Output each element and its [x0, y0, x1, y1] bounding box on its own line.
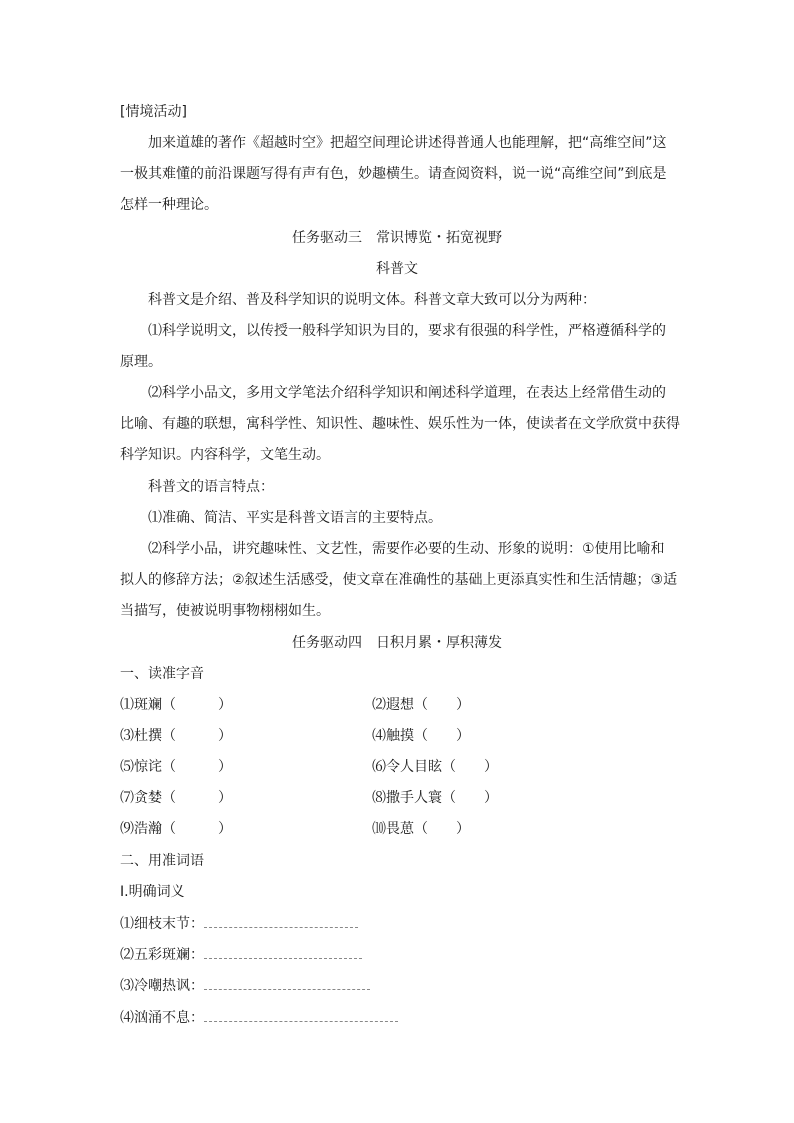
pron-item-4: ⑷触摸（ ）: [372, 728, 470, 744]
type1-line-2: 原理。: [120, 354, 162, 370]
sub1-heading: Ⅰ.明确词义: [120, 884, 185, 900]
lang2-line-2: 拟人的修辞方法；②叙述生活感受，使文章在准确性的基础上更添真实性和生活情趣；③适: [120, 572, 678, 588]
pron-item-6: ⑹令人目眩（ ）: [372, 759, 498, 775]
lang2-line-1: ⑵科学小品，讲究趣味性、文艺性，需要作必要的生动、形象的说明：①使用比喻和: [148, 541, 665, 557]
answer-blank[interactable]: [204, 944, 362, 959]
task3-subtitle: 科普文: [376, 261, 418, 277]
definition-label: ⑷汹涌不息：: [120, 1010, 204, 1026]
lang1-line: ⑴准确、简洁、平实是科普文语言的主要特点。: [148, 510, 442, 526]
lang2-line-3: 当描写，使被说明事物栩栩如生。: [120, 603, 330, 619]
task4-title: 任务驱动四 日积月累・厚积薄发: [292, 635, 502, 651]
section1-heading: 一、读准字音: [120, 666, 204, 682]
activity-line-3: 怎样一种理论。: [120, 197, 218, 213]
type2-line-3: 科学知识。内容科学，文笔生动。: [120, 447, 330, 463]
definition-row-4: [120, 1007, 398, 1028]
pron-item-3: ⑶杜撰（ ）: [120, 728, 232, 744]
definition-row-3: [120, 975, 370, 996]
pron-item-10: ⑽畏葸（ ）: [372, 821, 470, 837]
section2-heading: 二、用准词语: [120, 853, 204, 869]
pron-item-8: ⑻撒手人寰（ ）: [372, 790, 498, 806]
answer-blank[interactable]: [204, 913, 358, 928]
pron-item-1: ⑴斑斓（ ）: [120, 697, 232, 713]
pron-item-5: ⑸惊诧（ ）: [120, 759, 232, 775]
activity-line-2: 一极其难懂的前沿课题写得有声有色，妙趣横生。请查阅资料，说一说“高维空间”到底是: [120, 166, 667, 182]
definition-label: ⑴细枝末节：: [120, 916, 204, 932]
task3-title: 任务驱动三 常识博览・拓宽视野: [292, 230, 502, 246]
pron-item-7: ⑺贪婪（ ）: [120, 790, 232, 806]
answer-blank[interactable]: [204, 975, 370, 990]
type2-line-2: 比喻、有趣的联想，寓科学性、知识性、趣味性、娱乐性为一体，使读者在文学欣赏中获得: [120, 416, 680, 432]
task3-intro: 科普文是介绍、普及科学知识的说明文体。科普文章大致可以分为两种：: [148, 292, 596, 308]
lang-heading: 科普文的语言特点：: [148, 479, 274, 495]
answer-blank[interactable]: [204, 1007, 398, 1022]
type1-line-1: ⑴科学说明文，以传授一般科学知识为目的，要求有很强的科学性，严格遵循科学的: [148, 323, 666, 339]
pron-item-2: ⑵遐想（ ）: [372, 697, 470, 713]
definition-row-2: [120, 944, 362, 965]
activity-line-1: 加来道雄的著作《超越时空》把超空间理论讲述得普通人也能理解，把“高维空间”这: [148, 135, 667, 151]
definition-row-1: [120, 913, 358, 934]
definition-label: ⑶冷嘲热讽：: [120, 978, 204, 994]
type2-line-1: ⑵科学小品文，多用文学笔法介绍科学知识和阐述科学道理，在表达上经常借生动的: [148, 385, 666, 401]
situational-activity-heading: [情境活动]: [120, 104, 187, 120]
pron-item-9: ⑼浩瀚（ ）: [120, 821, 232, 837]
definition-label: ⑵五彩斑斓：: [120, 947, 204, 963]
